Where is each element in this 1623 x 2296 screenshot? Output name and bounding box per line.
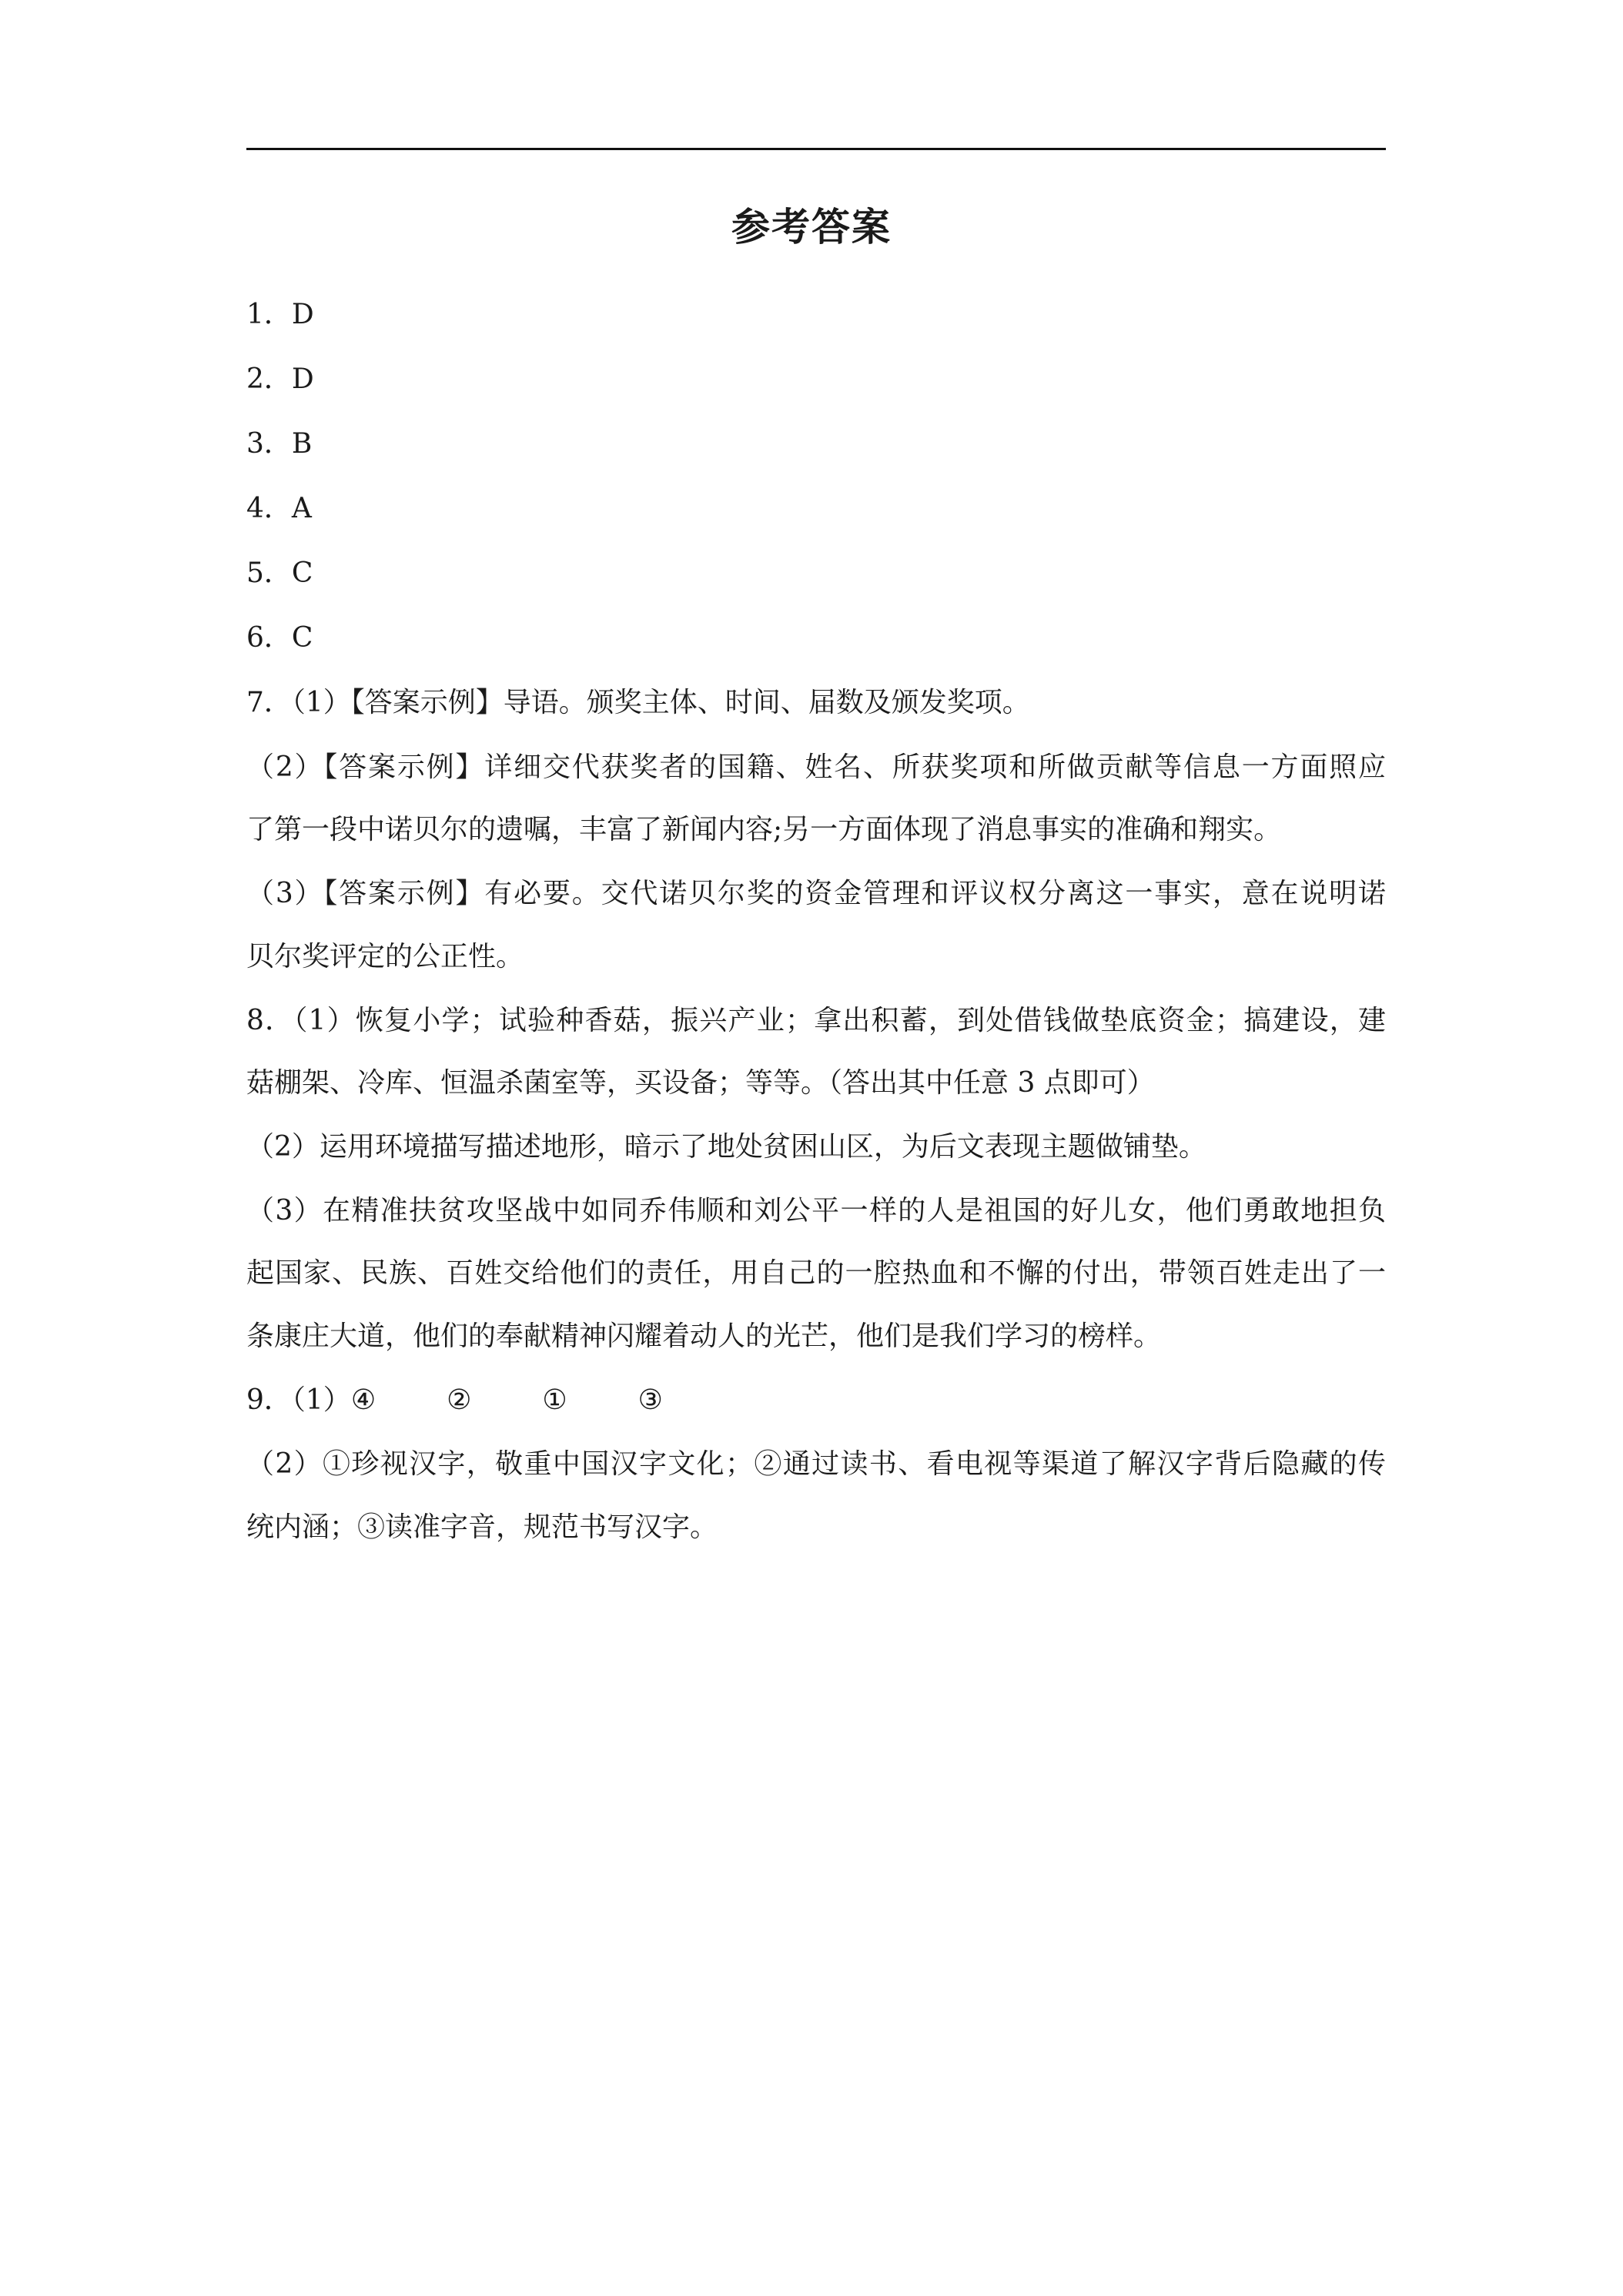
- answer-text: （2）①珍视汉字，敬重中国汉字文化；②通过读书、看电视等渠道了解汉字背后隐藏的传: [246, 1448, 1386, 1480]
- answer-item-8-part-1-line-2: [246, 1065, 1155, 1102]
- answer-text: （3）在精准扶贫攻坚战中如同乔伟顺和刘公平一样的人是祖国的好儿女，他们勇敢地担负: [246, 1195, 1386, 1227]
- answer-text: 统内涵；③读准字音，规范书写汉字。: [246, 1511, 718, 1543]
- answer-text: 8．（1）恢复小学；试验种香菇，振兴产业；拿出积蓄，到处借钱做垫底资金；搞建设，建: [246, 1005, 1386, 1036]
- answer-item-7-part-2-line-1: [246, 749, 1386, 786]
- answer-item-5: [246, 555, 313, 592]
- answer-text: （2）运用环境描写描述地形，暗示了地处贫困山区，为后文表现主题做铺垫。: [246, 1131, 1206, 1163]
- answer-text: （3）【答案示例】有必要。交代诺贝尔奖的资金管理和评议权分离这一事实，意在说明诺: [246, 878, 1386, 909]
- answer-item-7-part-2-line-2: [246, 812, 1281, 848]
- order-symbol: ②: [447, 1384, 472, 1416]
- answer-text: 起国家、民族、百姓交给他们的责任，用自己的一腔热血和不懈的付出，带领百姓走出了一: [246, 1257, 1386, 1289]
- answer-item-1: [246, 296, 314, 333]
- header-rule: [246, 148, 1386, 150]
- answer-item-3: [246, 426, 312, 463]
- answer-text: 5．C: [246, 557, 313, 589]
- answer-text: 条康庄大道，他们的奉献精神闪耀着动人的光芒，他们是我们学习的榜样。: [246, 1320, 1162, 1352]
- answer-text: 4．A: [246, 493, 312, 524]
- answer-text: （2）【答案示例】详细交代获奖者的国籍、姓名、所获奖项和所做贡献等信息一方面照应: [246, 751, 1386, 783]
- answer-item-8-part-1-line-1: [246, 1002, 1386, 1039]
- order-symbol: ①: [542, 1384, 567, 1416]
- answer-text: 9．（1）: [246, 1384, 351, 1416]
- answer-item-6: [246, 620, 313, 657]
- answer-item-7-part-3-line-1: [246, 875, 1386, 912]
- answer-item-7-part-3-line-2: [246, 939, 524, 976]
- answer-text: 1．D: [246, 299, 314, 330]
- answer-item-8-part-3-line-1: [246, 1193, 1386, 1230]
- answer-item-8-part-3-line-2: [246, 1255, 1386, 1292]
- answer-item-4: [246, 490, 312, 527]
- answer-text: 2．D: [246, 363, 314, 395]
- answer-item-9-part-1: [246, 1382, 663, 1419]
- answer-text: 6．C: [246, 622, 313, 654]
- answer-item-9-part-2-line-1: [246, 1446, 1386, 1483]
- answer-item-8-part-2: [246, 1129, 1206, 1166]
- answer-text: 3．B: [246, 428, 313, 460]
- order-symbol: ③: [637, 1384, 663, 1416]
- answer-item-9-part-2-line-2: [246, 1509, 718, 1546]
- answer-item-7-part-1: [246, 684, 1030, 721]
- answer-item-2: [246, 361, 314, 398]
- answer-text: 贝尔奖评定的公正性。: [246, 941, 524, 972]
- page-title: 参考答案: [731, 205, 892, 249]
- answer-text: 了第一段中诺贝尔的遗嘱，丰富了新闻内容;另一方面体现了消息事实的准确和翔实。: [246, 814, 1282, 845]
- order-symbol: ④: [350, 1384, 376, 1416]
- answer-item-8-part-3-line-3: [246, 1318, 1161, 1355]
- answer-text: 菇棚架、冷库、恒温杀菌室等，买设备；等等。（答出其中任意 3 点即可）: [246, 1067, 1155, 1099]
- answer-text: 7．（1）【答案示例】导语。颁奖主体、时间、届数及颁发奖项。: [246, 687, 1030, 718]
